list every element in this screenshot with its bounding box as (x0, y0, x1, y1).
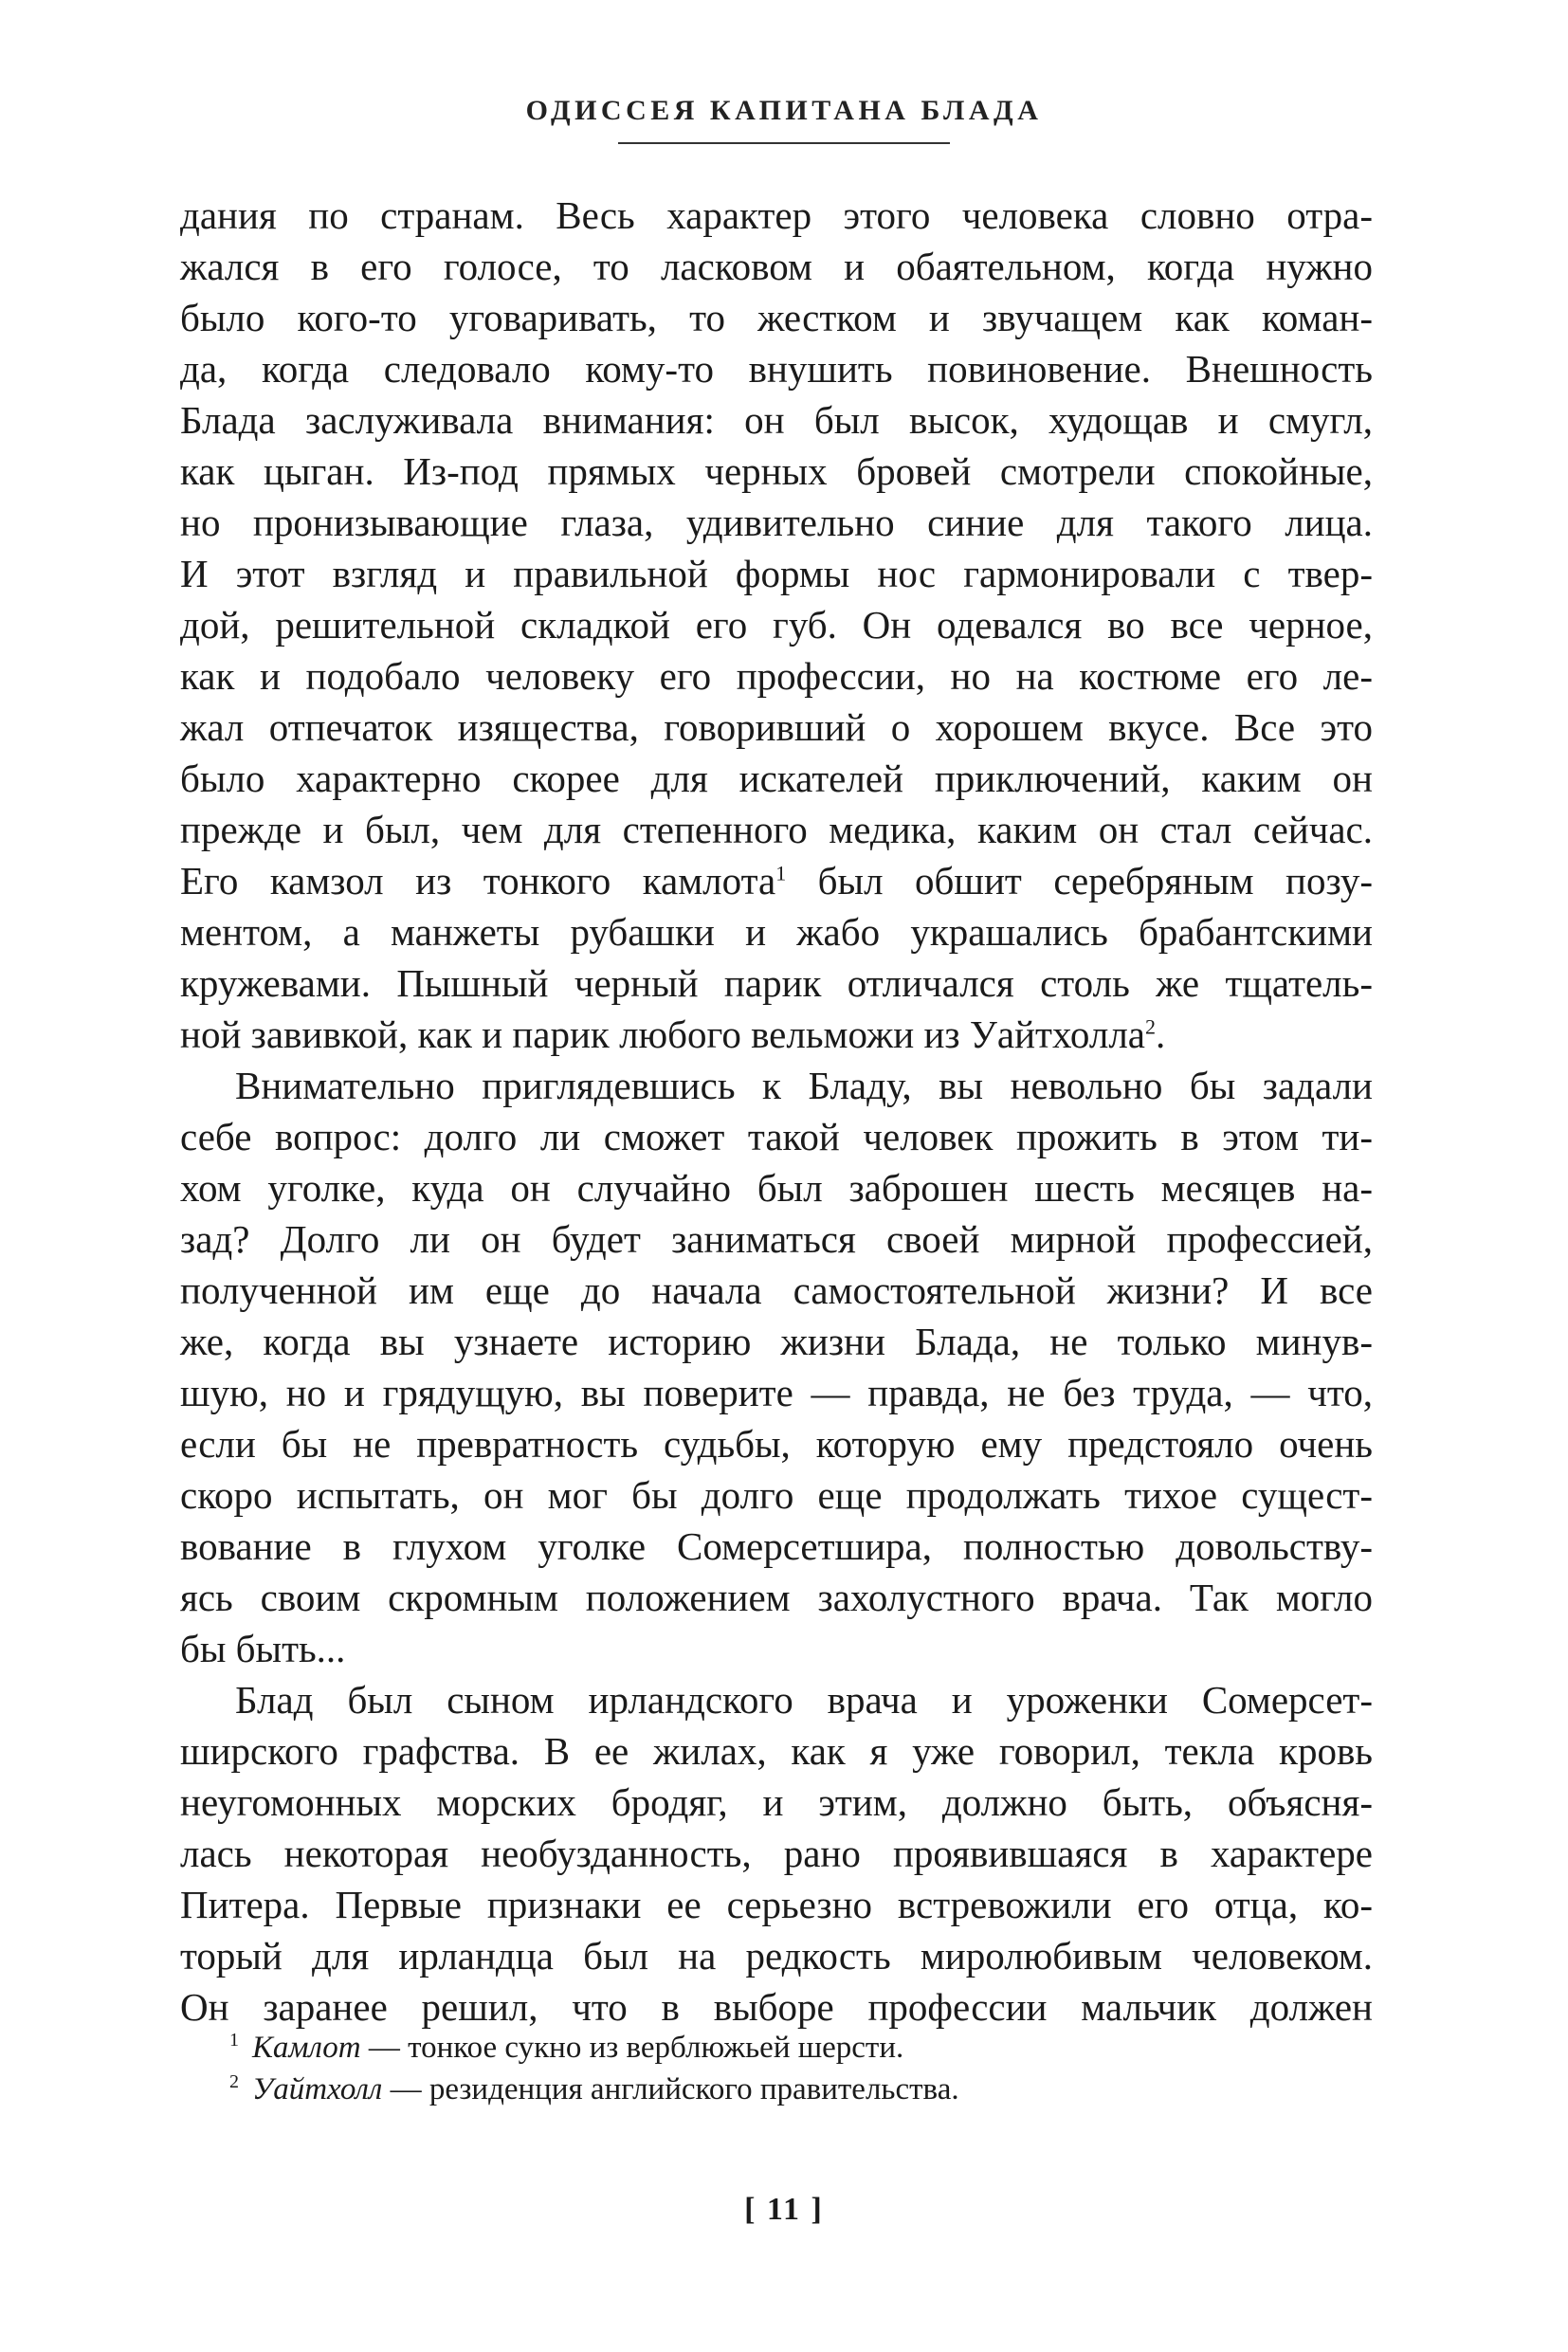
footnote-number: 1 (229, 2030, 239, 2051)
text-line: И этот взгляд и правильной формы нос гармонировали с твер- (180, 552, 1373, 595)
footnote-term: Камлот (252, 2031, 361, 2065)
text-line: да, когда следовало кому-то внушить повиновение. Внешность (180, 347, 1373, 391)
text-line: скоро испытать, он мог бы долго еще продолжать тихое сущест- (180, 1473, 1373, 1517)
footnote-text: — резиденция английского правительства. (382, 2072, 959, 2106)
line-text-after: . (1155, 1012, 1166, 1056)
line-text-after: был обшит серебряным позу- (786, 859, 1373, 903)
text-line: как цыган. Из-под прямых черных бровей смотрели спокойные, (180, 449, 1373, 493)
footnote-text: — тонкое сукно из верблюжьей шерсти. (360, 2031, 904, 2065)
text-line: дой, решительной складкой его губ. Он одевался во все черное, (180, 603, 1373, 647)
text-line: но пронизывающие глаза, удивительно синие для такого лица. (180, 501, 1373, 544)
text-line: шую, но и грядущую, вы поверите — правда, не без труда, — что, (180, 1371, 1373, 1414)
line-text-before: Его камзол из тонкого камлота (180, 859, 776, 903)
text-line: зад? Долго ли он будет заниматься своей мирной профессией, (180, 1217, 1373, 1261)
text-line: Блад был сыном ирландского врача и уроженки Сомерсет- (235, 1678, 1373, 1722)
text-line: Питера. Первые признаки ее серьезно встревожили его отца, ко- (180, 1883, 1373, 1926)
text-line: же, когда вы узнаете историю жизни Блада, не только минув- (180, 1320, 1373, 1363)
text-line: было кого-то уговаривать, то жестком и звучащем как коман- (180, 296, 1373, 339)
footnote-term: Уайтхолл (252, 2072, 383, 2106)
footnote-ref-1[interactable]: 1 (775, 861, 787, 885)
text-line: неугомонных морских бродяг, и этим, должно быть, объясня- (180, 1780, 1373, 1824)
text-line: было характерно скорее для искателей приключений, каким он (180, 757, 1373, 800)
text-line: ясь своим скромным положением захолустного врача. Так могло (180, 1576, 1373, 1619)
text-line: Он заранее решил, что в выборе профессии мальчик должен (180, 1985, 1373, 2029)
text-line: бы быть... (180, 1627, 346, 1670)
text-line: дания по странам. Весь характер этого человека словно отра- (180, 193, 1373, 237)
text-line: вование в глухом уголке Сомерсетшира, полностью довольству- (180, 1524, 1373, 1568)
running-head-rule (618, 142, 950, 144)
text-line: кружевами. Пышный черный парик отличался столь же тщатель- (180, 961, 1373, 1005)
running-head: ОДИССЕЯ КАПИТАНА БЛАДА (525, 95, 1043, 126)
text-line: лась некоторая необузданность, рано проявившаяся в характере (180, 1832, 1373, 1875)
footnotes (180, 2027, 1373, 2110)
footnote-1 (180, 2027, 1373, 2069)
text-line: как и подобало человеку его профессии, но на костюме его ле- (180, 654, 1373, 698)
text-line: жался в его голосе, то ласковом и обаятельном, когда нужно (180, 245, 1373, 288)
text-line: жал отпечаток изящества, говоривший о хорошем вкусе. Все это (180, 705, 1373, 749)
text-line: Внимательно приглядевшись к Бладу, вы невольно бы задали (235, 1064, 1373, 1107)
text-line: Блада заслуживала внимания: он был высок, худощав и смугл, (180, 398, 1373, 442)
footnote-number: 2 (229, 2071, 239, 2092)
text-line: себе вопрос: долго ли сможет такой человек прожить в этом ти- (180, 1115, 1373, 1158)
footnote-2 (180, 2069, 1373, 2110)
line-text-before: ной завивкой, как и парик любого вельможи из Уайтхолла (180, 1012, 1145, 1056)
text-line: если бы не превратность судьбы, которую ему предстояло очень (180, 1422, 1373, 1466)
text-line: хом уголке, куда он случайно был заброшен шесть месяцев на- (180, 1166, 1373, 1210)
text-line: ширского графства. В ее жилах, как я уже говорил, текла кровь (180, 1729, 1373, 1773)
text-line: торый для ирландца был на редкость миролюбивым человеком. (180, 1934, 1373, 1978)
body-text (180, 190, 1373, 2033)
footnote-ref-2[interactable]: 2 (1144, 1014, 1156, 1039)
text-line-with-footnote-ref (180, 1009, 1373, 1060)
text-line-with-footnote-ref (180, 855, 1373, 906)
text-line: ментом, а манжеты рубашки и жабо украшались брабантскими (180, 910, 1373, 954)
page-number: [ 11 ] (744, 2192, 824, 2227)
text-line: прежде и был, чем для степенного медика, каким он стал сейчас. (180, 808, 1373, 851)
text-line: полученной им еще до начала самостоятельной жизни? И все (180, 1268, 1373, 1312)
